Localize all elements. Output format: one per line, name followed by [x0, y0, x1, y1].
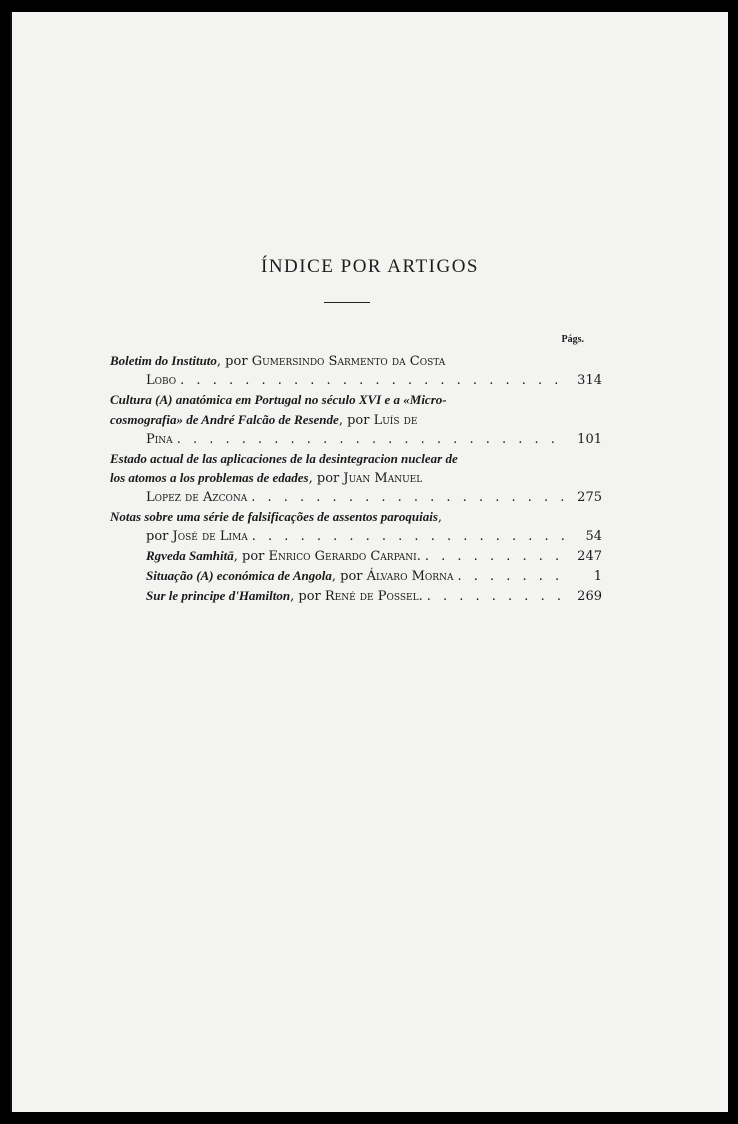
entry-line: cosmografia» de André Falcão de Resende, por Luís de	[110, 411, 418, 428]
entry-page-number: 247	[577, 549, 602, 565]
entry-page-number: 275	[577, 490, 602, 506]
entry-last-line	[146, 528, 602, 547]
entry-text: Lobo	[146, 372, 177, 388]
entry-page-number: 314	[577, 372, 602, 388]
leader-dots	[252, 528, 566, 547]
leader-dots	[425, 548, 566, 567]
entry-page-number: 101	[577, 431, 602, 447]
entry-text: Rgveda Samhitā, por Enrico Gerardo Carpani.	[146, 548, 421, 565]
leader-dots	[180, 372, 566, 391]
entry-last-line	[146, 547, 602, 567]
entry-text: Pina	[146, 431, 173, 447]
entry-last-line	[146, 372, 602, 391]
index-entry	[110, 391, 602, 450]
entry-last-line	[146, 431, 602, 450]
index-entries	[110, 352, 602, 607]
entry-text: Sur le principe d'Hamilton, por René de Possel.	[146, 587, 423, 604]
entry-text: por José de Lima	[146, 529, 248, 545]
leader-dots	[457, 568, 566, 587]
index-entry	[110, 450, 602, 509]
pages-column-header: Págs.	[561, 334, 584, 345]
title-divider	[324, 302, 370, 303]
entry-line: Estado actual de las aplicaciones de la desintegracion nuclear de	[110, 450, 458, 466]
index-title: ÍNDICE POR ARTIGOS	[261, 256, 479, 277]
index-entry	[110, 567, 602, 587]
entry-last-line	[146, 489, 602, 508]
entry-text: Lopez de Azcona	[146, 490, 248, 506]
entry-line: Notas sobre uma série de falsificações de assentos paroquiais,	[110, 509, 443, 526]
document-page	[10, 12, 728, 1112]
entry-text: Situação (A) económica de Angola, por Álvaro Morna	[146, 567, 454, 584]
entry-page-number: 269	[577, 588, 602, 604]
index-entry	[110, 587, 602, 607]
entry-page-number: 1	[593, 568, 602, 584]
entry-last-line	[146, 567, 602, 587]
leader-dots	[177, 431, 566, 450]
entry-line: Boletim do Instituto, por Gumersindo Sarmento da Costa	[110, 353, 446, 369]
index-entry	[110, 508, 602, 547]
entry-page-number: 54	[585, 529, 602, 545]
index-entry	[110, 352, 602, 391]
entry-last-line	[146, 587, 602, 607]
leader-dots	[251, 489, 566, 508]
entry-line: los atomos a los problemas de edades, por Juan Manuel	[110, 470, 423, 487]
entry-line: Cultura (A) anatómica em Portugal no século XVI e a «Micro-	[110, 391, 447, 407]
leader-dots	[427, 588, 566, 607]
index-entry	[110, 547, 602, 567]
